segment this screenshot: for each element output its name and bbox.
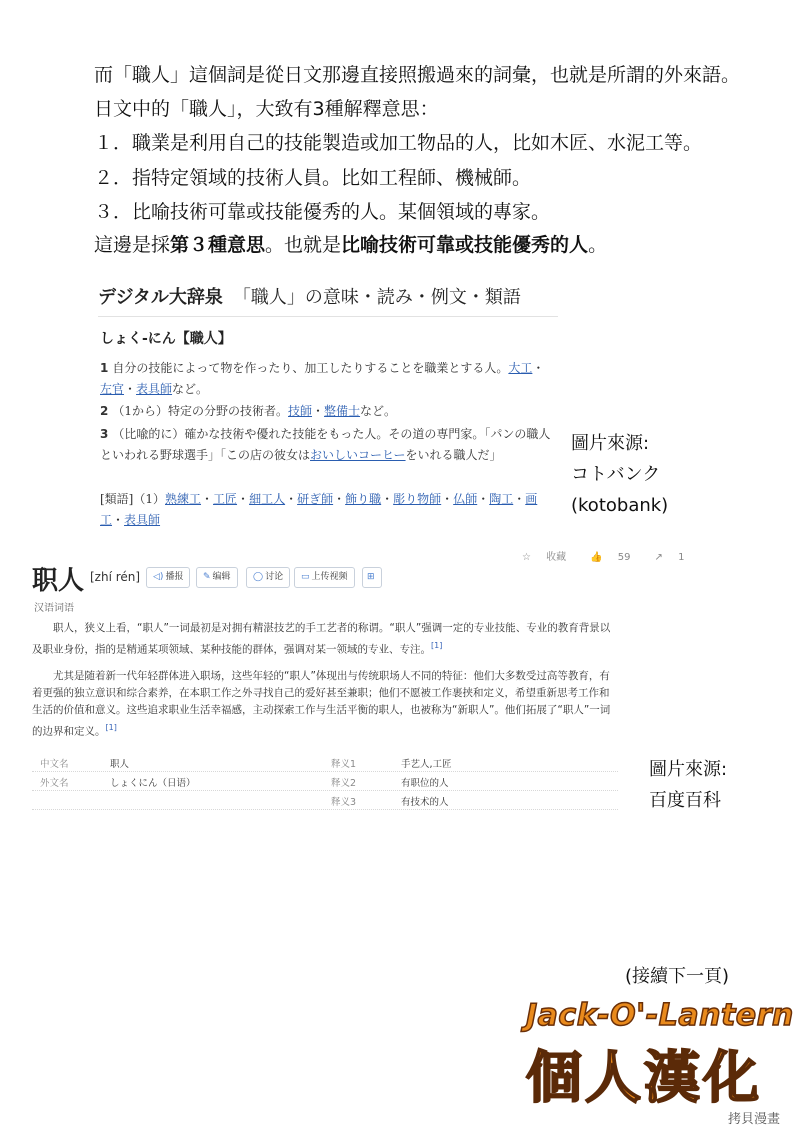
credit-kotobank [571, 428, 668, 521]
paragraph-text: 尤其是随着新一代年轻群体进入职场，这些年轻的“职人”体现出与传统职场人不同的特征：他们大多数受过高等教育，有着更强的独立意识和综合素养，在本职工作之外寻找自己的爱好甚至兼职；他们不愿被工作裹挟和定义，希望重新思考工作和生活的价值和意义。这些追求职业生活幸福感，主动探索工作与生活平衡的职人，也被称为“新职人”。他们拓展了“职人”一词的边界和定义。 [32, 670, 611, 738]
link-daiku[interactable]: 大工 [508, 361, 533, 375]
group-logo-chinese: 個人漢化 [526, 1046, 762, 1111]
info-value: 有技术的人 [401, 797, 449, 808]
collect-label: 收藏 [546, 552, 567, 563]
share-icon: ↗ [654, 552, 663, 563]
info-key: 释义2 [331, 778, 357, 789]
speaker-icon: ◁) [153, 572, 164, 582]
info-key: 释义1 [331, 759, 357, 770]
intro-line-3: １．職業是利用自己的技能製造或加工物品的人，比如木匠、水泥工等。 [94, 132, 703, 154]
thumb-up-icon: 👍 [590, 552, 603, 563]
upload-video-button[interactable] [294, 567, 355, 588]
chat-icon: ◯ [253, 572, 264, 582]
ruigo-label: [類語]（1） [100, 492, 165, 506]
like-button[interactable] [590, 552, 642, 563]
kotobank-title-rest: 「職人」の意味・読み・例文・類語 [232, 287, 521, 308]
link-seibishi[interactable]: 整備士 [324, 404, 361, 418]
edit-button[interactable] [196, 567, 238, 588]
share-button[interactable] [655, 552, 697, 563]
kotobank-headword: しょく-にん【職人】 [100, 331, 232, 347]
like-count: 59 [617, 552, 631, 563]
intro-line-1: 而「職人」這個詞是從日文那邊直接照搬過來的詞彙，也就是所謂的外來語。 [94, 64, 741, 86]
ruigo-list: 熟練工・工匠・細工人・研ぎ師・飾り職・彫り物師・仏師・陶工・画工・表具師 [100, 492, 538, 527]
link-sakan[interactable]: 左官 [100, 382, 125, 396]
ruigo-link[interactable]: 彫り物師 [393, 492, 442, 506]
intro-line-6-e: 。 [588, 234, 608, 256]
def-end: をいれる職人だ」 [405, 448, 502, 462]
intro-line-2: 日文中的「職人」，大致有3種解釋意思： [94, 98, 439, 120]
kotobank-ruigo [100, 489, 552, 531]
info-key: 中文名 [40, 759, 69, 770]
plus-icon: ⊞ [367, 572, 375, 582]
def-end: など。 [360, 404, 397, 418]
video-icon: ▭ [301, 572, 310, 582]
intro-line-4: ２．指特定領域的技術人員。比如工程師、機械師。 [94, 167, 532, 189]
kotobank-def-3 [100, 424, 552, 466]
intro-line-6-c: 。也就是 [265, 234, 342, 256]
def-number: 3 [100, 427, 109, 441]
ruigo-link[interactable]: 陶工 [489, 492, 514, 506]
intro-line-5: ３．比喻技術可靠或技能優秀的人。某個領域的專家。 [94, 201, 551, 223]
baidu-paragraph-1 [32, 620, 618, 659]
def-number: 1 [100, 361, 109, 375]
def-text: （比喩的に）確かな技術や優れた技能をもった人。その道の専門家。「パンの職人といわれる野球選手」「この店の彼女は [100, 427, 551, 462]
def-end: など。 [172, 382, 209, 396]
paragraph-text: 职人，狭义上看，“职人”一词最初是对拥有精湛技艺的手工艺者的称谓。“职人”强调一定的专业技能、专业的教育背景以及职业身份，指的是精通某项领域、某种技能的群体，强调对某一领域的专业、专注。 [32, 622, 611, 656]
pencil-icon: ✎ [203, 572, 211, 582]
info-key: 外文名 [40, 778, 69, 789]
baidu-subtitle: 汉语词语 [34, 603, 74, 614]
kotobank-divider [98, 316, 558, 317]
baidu-paragraph-2 [32, 668, 618, 741]
citation-link[interactable]: [1] [431, 641, 443, 650]
add-button[interactable] [362, 567, 382, 588]
group-logo-english: Jack-O'-Lantern [526, 998, 794, 1033]
ruigo-link[interactable]: 画工 [100, 492, 538, 527]
credit-baidu [649, 754, 727, 816]
baidu-title: 职人 [32, 566, 85, 596]
edit-label: 编辑 [212, 572, 231, 582]
info-row [32, 752, 618, 772]
credit-label: 圖片來源: [649, 759, 728, 780]
continued-note: (接續下一頁) [625, 966, 730, 987]
link-oishii-coffee[interactable]: おいしいコーヒー [310, 448, 406, 462]
link-gishi[interactable]: 技師 [288, 404, 313, 418]
intro-line-6 [94, 233, 607, 257]
kotobank-title [98, 283, 521, 309]
ruigo-link[interactable]: 飾り職 [345, 492, 382, 506]
info-value: 有职位的人 [401, 778, 449, 789]
ruigo-link[interactable]: 細工人 [249, 492, 286, 506]
intro-line-6-a: 這邊是採 [94, 234, 171, 256]
watermark: 拷貝漫畫 [728, 1112, 781, 1127]
upload-video-label: 上传视频 [311, 572, 348, 582]
info-value: しょくにん（日语） [110, 778, 196, 789]
ruigo-link[interactable]: 仏師 [453, 492, 478, 506]
kotobank-def-1: 1 自分の技能によって物を作ったり、加工したりすることを職業とする人。大工・左官・表具師など。 [100, 361, 545, 396]
ruigo-link[interactable]: 表具師 [124, 513, 161, 527]
info-row [32, 771, 618, 791]
info-key: 释义3 [331, 797, 357, 808]
intro-line-6-b: 第３種意思 [170, 234, 266, 256]
credit-label: 圖片來源: [571, 433, 650, 454]
credit-source-en: (kotobank) [571, 495, 669, 516]
baidu-pinyin: [zhí rén] [90, 570, 141, 584]
link-hyougushi[interactable]: 表具師 [136, 382, 173, 396]
info-row [32, 790, 618, 810]
discuss-label: 讨论 [265, 572, 284, 582]
kotobank-def-2: 2 （1から）特定の分野の技術者。技師・整備士など。 [100, 404, 397, 418]
play-label: 播报 [165, 572, 184, 582]
discuss-button[interactable] [246, 567, 290, 588]
credit-source: コトバンク [571, 464, 661, 485]
ruigo-link[interactable]: 熟練工 [165, 492, 202, 506]
baidu-actions [522, 548, 708, 563]
credit-source: 百度百科 [649, 790, 721, 811]
def-number: 2 [100, 404, 109, 418]
star-icon: ☆ [522, 552, 531, 563]
share-count: 1 [678, 552, 685, 563]
kotobank-brand: デジタル大辞泉 [98, 287, 223, 308]
collect-button[interactable] [522, 552, 578, 563]
info-value: 手艺人,工匠 [401, 759, 452, 770]
play-button[interactable] [146, 567, 190, 588]
info-value: 职人 [110, 759, 130, 770]
intro-line-6-d: 比喻技術可靠或技能優秀的人 [341, 234, 589, 256]
citation-link[interactable]: [1] [105, 723, 117, 732]
def-text: 自分の技能によって物を作ったり、加工したりすることを職業とする人。 [112, 361, 509, 375]
def-text: （1から）特定の分野の技術者。 [112, 404, 288, 418]
ruigo-link[interactable]: 工匠 [213, 492, 238, 506]
ruigo-link[interactable]: 研ぎ師 [297, 492, 334, 506]
